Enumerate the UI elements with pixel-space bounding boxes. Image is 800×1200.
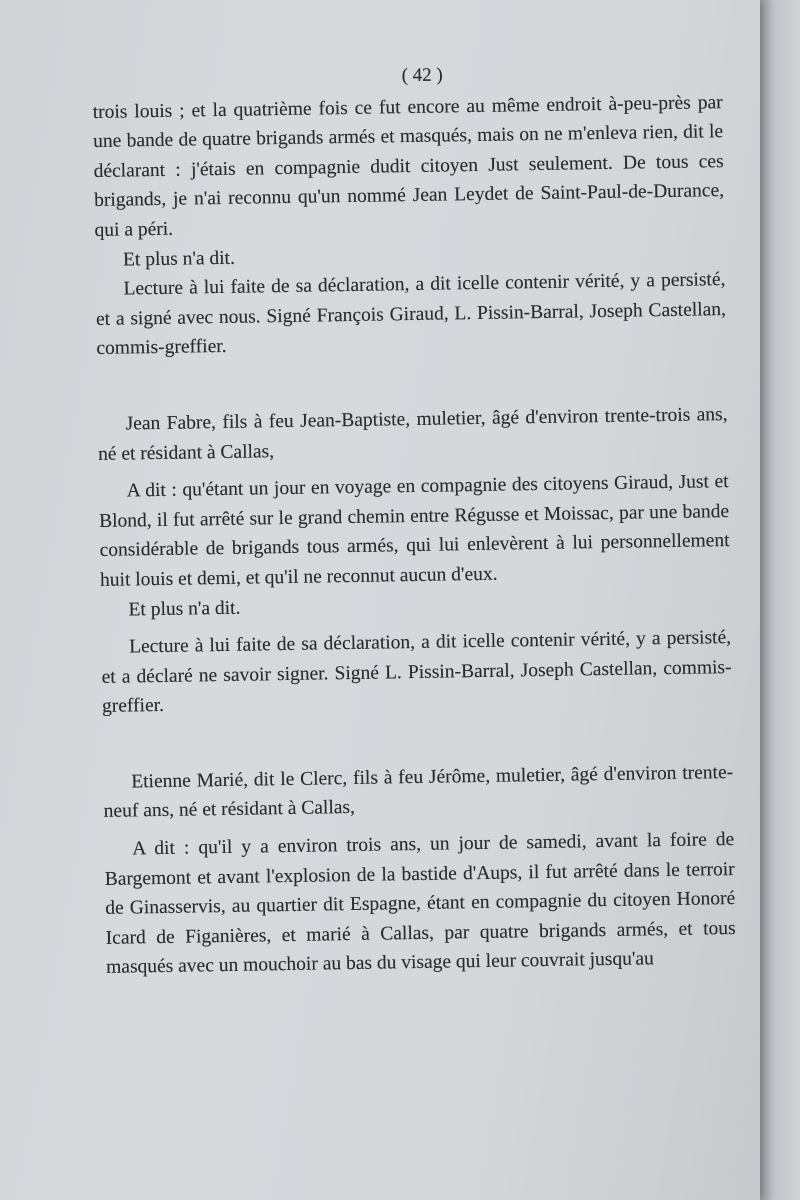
paragraph-7: Lecture à lui faite de sa déclaration, a dit icelle contenir vérité, y a persisté, et a déclaré ne savoir signer. Signé L. Pissin-Barral, Joseph Castellan, commis-greffier.	[101, 627, 732, 718]
paragraph-5: A dit : qu'étant un jour en voyage en compagnie des citoyens Giraud, Just et Blond, il fut arrêté sur le grand chemin entre Régusse et Moissac, par une bande considérable de brigands tous armés, qui lui enlevèrent à lui personnellement huit louis et demi, et qu'il ne reconnut aucun d'eux.	[98, 471, 730, 591]
page-text	[92, 56, 736, 983]
paragraph-3: Lecture à lui faite de sa déclaration, a dit icelle contenir vérité, y a persisté, et a signé avec nous. Signé François Giraud, L. Pissin-Barral, Joseph Castellan, commis-greffier.	[95, 269, 727, 360]
paragraph-6: Et plus n'a dit.	[128, 597, 241, 620]
page-edge	[760, 0, 800, 1200]
paragraph-4: Jean Fabre, fils à feu Jean-Baptiste, muletier, âgé d'environ trente-trois ans, né et résidant à Callas,	[97, 403, 728, 465]
paragraph-8: Etienne Marié, dit le Clerc, fils à feu Jérôme, muletier, âgé d'environ trente-neuf ans, né et résidant à Callas,	[103, 761, 734, 823]
page-number: ( 42 )	[401, 64, 443, 87]
paragraph-1: trois louis ; et la quatrième fois ce fut encore au même endroit à-peu-près par une bande de quatre brigands armés et masqués, mais on ne m'enleva rien, dit le déclarant : j'étais en compagnie dudit citoyen Just seulement. De tous ces brigands, je n'ai reconnu qu'un nommé Jean Leydet de Saint-Paul-de-Durance, qui a péri.	[92, 91, 725, 241]
paragraph-2: Et plus n'a dit.	[122, 247, 236, 271]
paragraph-9: A dit : qu'il y a environ trois ans, un jour de samedi, avant la foire de Bargemont et avant l'explosion de la bastide d'Aups, il fut arrêté dans le terroir de Ginasservis, au quartier dit Espagne, étant en compagnie du citoyen Honoré Icard de Figanières, et marié à Callas, par quatre brigands armés, et tous masqués avec un mouchoir au bas du visage qui leur couvrait jusqu'au	[104, 829, 736, 979]
